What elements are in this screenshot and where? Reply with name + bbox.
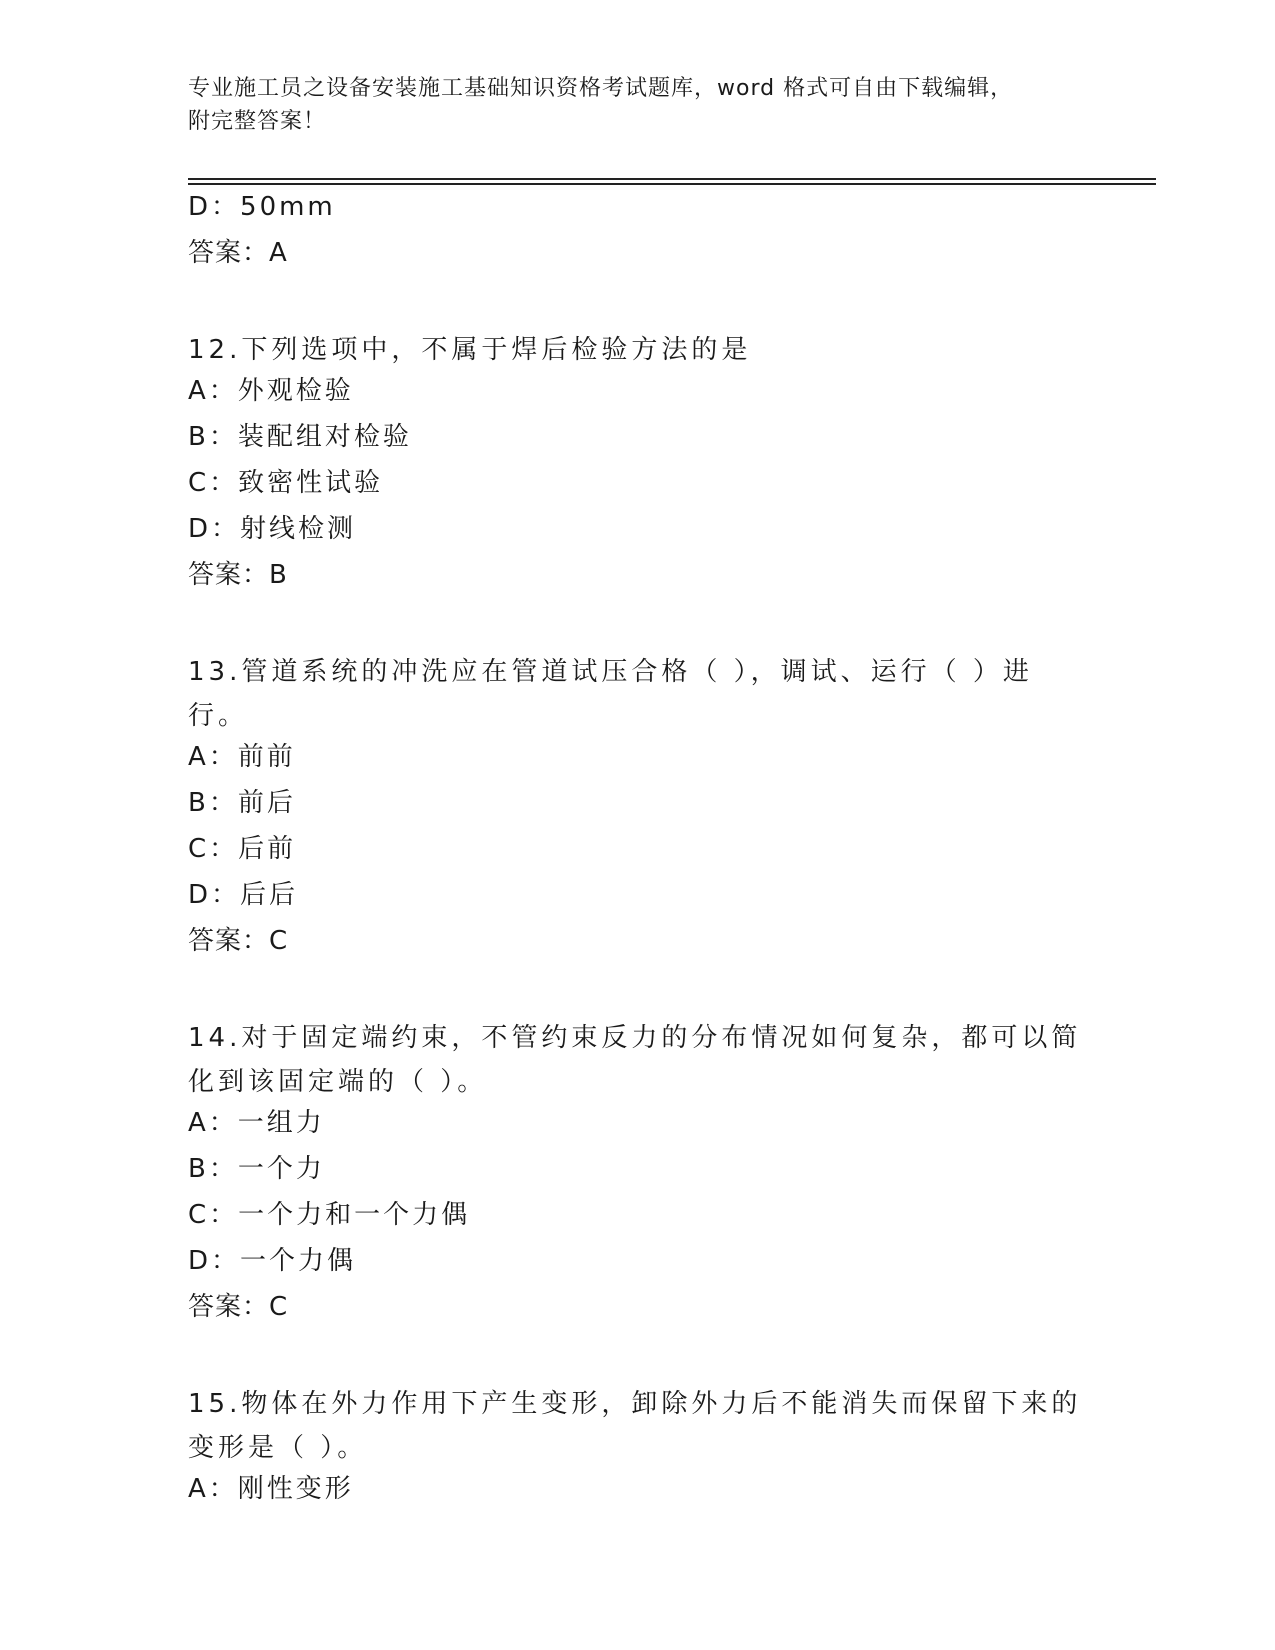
header-divider-top xyxy=(188,178,1156,180)
question-14-option-c: C：一个力和一个力偶 xyxy=(188,1200,471,1230)
question-12-option-b: B：装配组对检验 xyxy=(188,422,412,452)
question-13-option-c: C：后前 xyxy=(188,834,297,864)
header-line-1: 专业施工员之设备安装施工基础知识资格考试题库，word 格式可自由下载编辑， xyxy=(188,76,1014,101)
question-13-option-b: B：前后 xyxy=(188,788,296,818)
question-14-answer: 答案：C xyxy=(188,1292,289,1322)
question-12-option-c: C：致密性试验 xyxy=(188,468,384,498)
question-12-title: 12.下列选项中，不属于焊后检验方法的是 xyxy=(188,335,752,365)
document-body xyxy=(188,190,1088,1518)
question-14-option-b: B：一个力 xyxy=(188,1154,325,1184)
prev-answer: 答案：A xyxy=(188,238,288,268)
prev-option-d: D：50mm xyxy=(188,192,336,222)
question-14-option-d: D：一个力偶 xyxy=(188,1246,357,1276)
question-13-option-a: A：前前 xyxy=(188,742,296,772)
header-line-2: 附完整答案！ xyxy=(188,109,327,134)
question-15-title: 15.物体在外力作用下产生变形，卸除外力后不能消失而保留下来的变形是（ ）。 xyxy=(188,1389,1082,1463)
question-13-answer: 答案：C xyxy=(188,926,289,956)
document-header xyxy=(188,72,1068,138)
question-14-option-a: A：一组力 xyxy=(188,1108,325,1138)
question-12-answer: 答案：B xyxy=(188,560,288,590)
question-14-title: 14.对于固定端约束，不管约束反力的分布情况如何复杂，都可以简化到该固定端的（ ）。 xyxy=(188,1023,1082,1097)
question-15-option-a: A：刚性变形 xyxy=(188,1474,354,1504)
header-divider-bottom xyxy=(188,183,1156,185)
question-13-option-d: D：后后 xyxy=(188,880,299,910)
question-13-title: 13.管道系统的冲洗应在管道试压合格（ ），调试、运行（ ）进行。 xyxy=(188,657,1033,731)
question-12-option-d: D：射线检测 xyxy=(188,514,357,544)
question-12-option-a: A：外观检验 xyxy=(188,376,354,406)
